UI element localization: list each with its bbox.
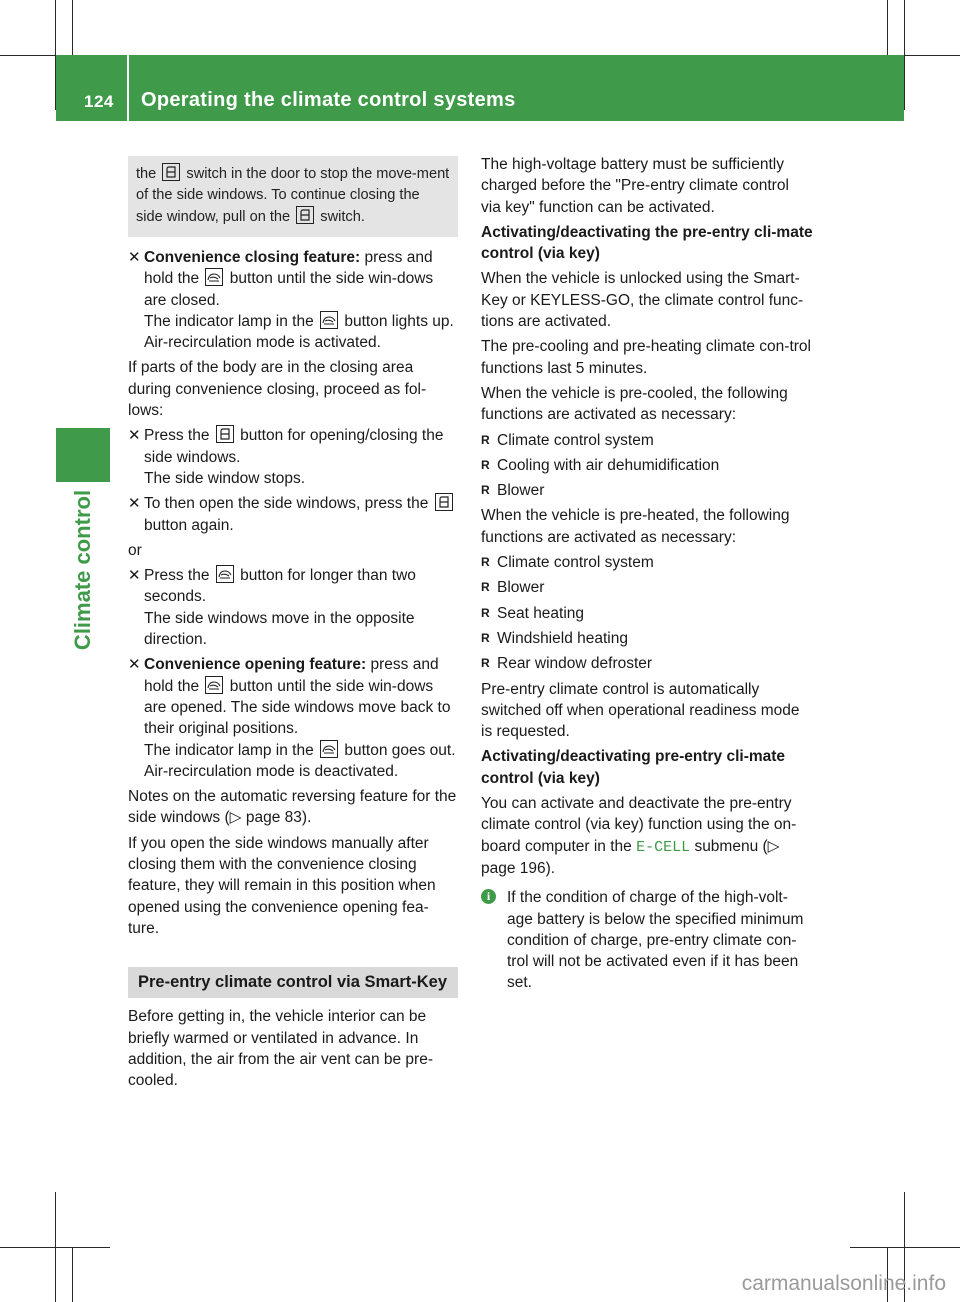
paragraph: When the vehicle is unlocked using the Smart-Key or KEYLESS-GO, the climate control func-tions are activated. [481, 270, 804, 331]
paragraph: Pre-entry climate control is automatically switched off when operational readiness mode is requested. [481, 680, 800, 741]
list-item [481, 552, 813, 573]
step-text: press and hold the [144, 249, 433, 288]
instruction-step [128, 565, 458, 650]
step-text: button lights up. Air-recirculation mode is activated. [144, 312, 454, 352]
paragraph-text: You can activate and deactivate the pre-entry climate control (via key) function using the on-board computer in the [481, 795, 797, 855]
step-text: The side windows move in the opposite direction. [144, 609, 415, 649]
watermark: carmanualsonline.info [741, 1272, 946, 1295]
window-switch-icon [216, 425, 234, 443]
step-arrow-icon: ✕ [128, 567, 141, 585]
paragraph: When the vehicle is pre-cooled, the following functions are activated as necessary: [481, 384, 788, 424]
step-text: The side window stops. [144, 469, 306, 487]
subheading: Activating/deactivating the pre-entry cli-mate control (via key) [481, 223, 813, 263]
paragraph: Before getting in, the vehicle interior can be briefly warmed or ventilated in advance. In addition, the air from the air vent can be pre-cooled. [128, 1008, 433, 1090]
list-item-text: Blower [497, 579, 545, 597]
step-text: To then open the side windows, press the [144, 495, 429, 513]
step-arrow-icon: ✕ [128, 249, 141, 266]
list-item [481, 480, 813, 501]
step-text: button for longer than two seconds. [144, 567, 416, 606]
crop-mark [72, 1247, 73, 1302]
convenience-closing-icon [320, 740, 338, 758]
bullet-icon: R [481, 656, 490, 671]
step-arrow-icon: ✕ [128, 495, 141, 513]
list-item [481, 628, 813, 649]
paragraph: If you open the side windows manually after closing them with the convenience closing feature, they will remain in this position when opened using the convenience opening fea-ture. [128, 834, 436, 937]
bullet-icon: R [481, 555, 490, 570]
list-item [481, 430, 813, 451]
info-text: If the condition of charge of the high-volt-age battery is below the specified minimum condition of charge, pre-entry climate con-trol will not be activated even if it has been set. [507, 889, 804, 992]
crop-mark [55, 1192, 56, 1302]
paragraph: Notes on the automatic reversing feature for the side windows (▷ page 83). [128, 788, 457, 827]
step-title: Convenience closing feature: [144, 249, 361, 266]
step-text: button until the side win-dows are closed. [144, 270, 434, 309]
instruction-step [128, 493, 458, 536]
step-text: button goes out. Air-recirculation mode is deactivated. [144, 741, 456, 780]
crop-mark [904, 0, 905, 110]
window-switch-icon [296, 206, 314, 224]
chapter-tab-marker [56, 428, 110, 482]
step-text: The indicator lamp in the [144, 741, 314, 759]
convenience-closing-icon [205, 268, 223, 286]
list-item-text: Cooling with air dehumidification [497, 456, 720, 474]
step-arrow-icon: ✕ [128, 427, 141, 445]
left-column [128, 156, 458, 1095]
subheading: Activating/deactivating pre-entry cli-mate control (via key) [481, 748, 786, 787]
bullet-icon: R [481, 630, 490, 645]
paragraph [481, 793, 813, 879]
list-item-text: Windshield heating [497, 629, 628, 647]
step-text: button for opening/closing the side windows. [144, 427, 444, 466]
window-switch-icon [435, 493, 453, 511]
instruction-step [128, 247, 458, 353]
bullet-icon: R [481, 457, 490, 472]
step-text: button until the side win-dows are opened. The side windows move back to their original positions. [144, 677, 451, 738]
chapter-label: Climate control [70, 489, 95, 651]
list-item-text: Seat heating [497, 604, 585, 622]
page-number: 124 [84, 92, 114, 111]
note-text: the [136, 166, 157, 182]
crop-mark [850, 1247, 960, 1248]
bullet-icon: R [481, 483, 490, 498]
crop-mark [72, 0, 73, 55]
paragraph-text: submenu (▷ page 196). [481, 837, 780, 877]
step-text: button again. [144, 516, 234, 534]
convenience-closing-icon [320, 311, 338, 329]
paragraph: The high-voltage battery must be sufficiently charged before the "Pre-entry climate control via key" function can be activated. [481, 156, 789, 216]
bullet-icon: R [481, 580, 490, 595]
list-item [481, 653, 813, 674]
list-item [481, 603, 813, 624]
list-item [481, 577, 813, 598]
paragraph: When the vehicle is pre-heated, the following functions are activated as necessary: [481, 507, 790, 546]
paragraph: The pre-cooling and pre-heating climate con-trol functions last 5 minutes. [481, 338, 811, 377]
info-icon: i [481, 889, 496, 904]
note-text: switch. [320, 209, 365, 225]
list-item-text: Rear window defroster [497, 655, 653, 673]
step-text: The indicator lamp in the [144, 312, 314, 330]
convenience-closing-icon [205, 676, 223, 694]
bullet-icon: R [481, 605, 490, 620]
instruction-step [128, 654, 458, 782]
menu-name: E-CELL [636, 838, 691, 856]
note-box [128, 156, 458, 237]
step-text: Press the [144, 427, 210, 445]
list-item [481, 455, 813, 476]
step-title: Convenience opening feature: [144, 656, 367, 674]
bullet-icon: R [481, 432, 490, 447]
paragraph: If parts of the body are in the closing area during convenience closing, proceed as fol-lows: [128, 359, 427, 420]
instruction-step [128, 425, 458, 489]
paragraph-or: or [128, 541, 142, 559]
page-title: Operating the climate control systems [141, 89, 516, 111]
convenience-closing-icon [216, 565, 234, 583]
list-item-text: Blower [497, 482, 545, 500]
crop-mark [887, 0, 888, 55]
window-switch-icon [162, 163, 180, 181]
note-text: switch in the door to stop the move-ment of the side windows. To continue closing the side window, pull on the [136, 166, 450, 225]
list-item-text: Climate control system [497, 554, 654, 572]
info-note [481, 887, 813, 993]
right-column [481, 154, 813, 994]
list-item-text: Climate control system [497, 431, 654, 449]
section-heading: Pre-entry climate control via Smart-Key [128, 967, 458, 998]
step-text: Press the [144, 567, 210, 585]
step-text: press and hold the [144, 656, 439, 695]
header-separator [127, 55, 129, 121]
step-arrow-icon: ✕ [128, 656, 141, 674]
